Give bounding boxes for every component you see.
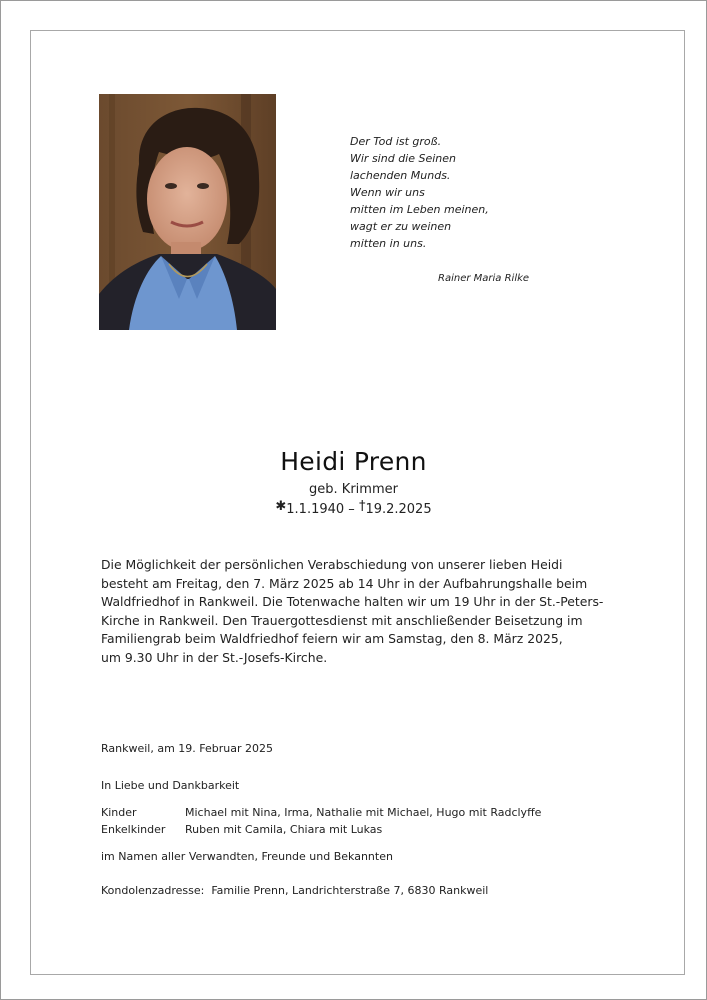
portrait-photo	[99, 94, 276, 330]
death-cross-icon: †	[358, 499, 366, 514]
announcement-line: Familiengrab beim Waldfriedhof feiern wir am Samstag, den 8. März 2025,	[101, 631, 563, 646]
poem-line: lachenden Munds.	[350, 169, 451, 182]
family-label-children: Kinder	[101, 806, 137, 819]
birth-star-icon: ✱	[275, 499, 287, 514]
family-label-grandchildren: Enkelkinder	[101, 823, 166, 836]
date-separator: –	[344, 502, 359, 517]
announcement-text	[101, 556, 621, 667]
maiden-name: geb. Krimmer	[309, 482, 398, 497]
family-names-grandchildren: Ruben mit Camila, Chiara mit Lukas	[185, 823, 383, 836]
deceased-name: Heidi Prenn	[280, 447, 427, 476]
poem-line: Wenn wir uns	[350, 186, 425, 199]
place-date: Rankweil, am 19. Februar 2025	[101, 742, 274, 755]
poem-line: wagt er zu weinen	[350, 220, 452, 233]
poem-line: Wir sind die Seinen	[350, 152, 457, 165]
poem-line: mitten im Leben meinen,	[350, 203, 489, 216]
family-names-children: Michael mit Nina, Irma, Nathalie mit Michael, Hugo mit Radclyffe	[185, 806, 542, 819]
love-line: In Liebe und Dankbarkeit	[101, 779, 240, 792]
announcement-line: Die Möglichkeit der persönlichen Verabschiedung von unserer lieben Heidi	[101, 557, 563, 572]
poem-line: mitten in uns.	[350, 237, 427, 250]
death-date: 19.2.2025	[365, 502, 432, 517]
life-dates	[0, 499, 707, 517]
announcement-line: Kirche in Rankweil. Den Trauergottesdienst mit anschließender Beisetzung im	[101, 612, 583, 628]
relatives-line: im Namen aller Verwandten, Freunde und Bekannten	[101, 850, 393, 863]
birth-date: 1.1.1940	[286, 502, 345, 517]
poem	[350, 133, 489, 252]
poem-author: Rainer Maria Rilke	[438, 273, 530, 284]
announcement-line: Waldfriedhof in Rankweil. Die Totenwache halten wir um 19 Uhr in der St.-Peters-	[101, 594, 604, 609]
announcement-line: um 9.30 Uhr in der St.-Josefs-Kirche.	[101, 649, 328, 665]
condolence-address: Kondolenzadresse: Familie Prenn, Landrichterstraße 7, 6830 Rankweil	[101, 884, 489, 897]
announcement-line: besteht am Freitag, den 7. März 2025 ab 14 Uhr in der Aufbahrungshalle beim	[101, 575, 588, 591]
poem-line: Der Tod ist groß.	[350, 135, 442, 148]
